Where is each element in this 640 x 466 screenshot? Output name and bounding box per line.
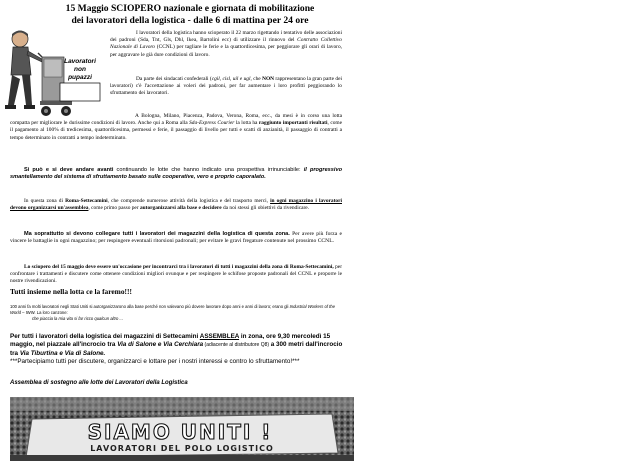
- worker-label: [62, 58, 98, 82]
- p5-s3: , che comprende numerose attività della logistica e del trasporto merci,: [107, 198, 271, 204]
- paragraph-1: [110, 30, 342, 59]
- paragraph-3: [10, 113, 342, 142]
- title-line-2: dei lavoratori della logistica - dalle 6 di mattina per 24 ore: [71, 14, 309, 26]
- invite-crossing: Via Tiburtina e Via di Salone.: [19, 349, 106, 357]
- assembly-invite: [10, 333, 348, 366]
- paragraph-5: [10, 198, 342, 212]
- p1-s1: I lavoratori della logistica hanno scioperato il 22 marzo rigettando i tentativo delle associazioni dei padroni (Sda, Tnt, Gls, Dhl, Ikea, Bartolini ecc) di utilizzare il rinnovo del: [110, 30, 342, 44]
- footnote-quote: che piaccia la mia vita si far ricco qualcun altro ...: [32, 315, 124, 321]
- invite-s6: a 300 metri dall'incrocio tra: [10, 341, 343, 357]
- p5-s6: autorganizzarsi alla base e decidere: [139, 205, 222, 212]
- invite-assemblea: ASSEMBLEA: [199, 333, 240, 340]
- banner-slogan: SIAMO UNITI !: [87, 420, 273, 444]
- p5-s5: , come primo passo per: [88, 205, 140, 212]
- signature: Assemblea di sostegno alle lotte dei Lavoratori della Logistica: [10, 380, 188, 386]
- p1-s2: Contratto Collettivo Nazionale di Lavoro: [110, 37, 342, 51]
- p7-s2: per confrontare i trattamenti e discutere come ottenere condizioni migliori ovunque e per respingere le schifose proposte padronali del CCNL e proporre le nostre rivendicazioni.: [10, 264, 342, 285]
- slogan: Tutti insieme nella lotta ce la faremo!!!: [10, 287, 132, 296]
- paragraph-4: [10, 167, 342, 181]
- footnote-iww: Industrial Workers of the World: [10, 304, 335, 315]
- p1-s3: (CCNL) per tagliare le ferie e la quattordicesima, per peggiorare gli orari di lavoro, per aggravare le già dure condizioni di lavoro.: [110, 44, 343, 58]
- p7-s1: Lo sciopero del 15 maggio deve essere un'occasione per incontrarci tra i lavoratori di tutti i magazzini della zona di Roma-Settecamini,: [24, 264, 334, 270]
- invite-call: ***Partecipiamo tutti per discutere, organizzarci e lottare per i nostri interessi e contro lo sfruttamento!***: [10, 357, 300, 365]
- p3-s4: raggiunto importanti risultati: [258, 120, 328, 127]
- p5-s1: In questa zona di: [24, 198, 66, 204]
- p6-s1: Ma soprattutto si devono collegare tutti i lavoratori dei magazzini della logistica di questa zona.: [24, 231, 290, 237]
- p4-s3: il progressivo smantellamento del sistema di sfruttamento basato sulle cooperative, vero e proprio caporalato.: [10, 167, 342, 181]
- worker-label-line-2: non pupazzi: [68, 66, 92, 81]
- footnote: [10, 304, 345, 321]
- p4-s2: continuando le lotte che hanno indicato una prospettiva irrinunciabile:: [113, 167, 304, 173]
- p2-s3: , che: [250, 76, 263, 82]
- protest-banner-image: [10, 397, 354, 461]
- paragraph-7: [10, 264, 342, 286]
- p2-s5: rappresentano la gran parte dei lavoratori) c'è l'accettazione ai voleri dei padroni, per far aumentare i loro profitti peggiorando lo sfruttamento dei lavoratori.: [110, 76, 342, 97]
- paragraph-2: [110, 76, 342, 98]
- banner-subtitle: LAVORATORI DEL POLO LOGISTICO: [90, 444, 274, 453]
- p3-s2: Sda-Express Courier: [189, 120, 235, 127]
- p5-s4: in ogni magazzino i lavoratori devono organizzarsi un'assemblea: [10, 198, 342, 212]
- invite-s3: in zona, ore 9,30 mercoledì 15 maggio, nel piazzale all'incrocio tra: [10, 333, 331, 349]
- p3-s1: A Bologna, Milano, Piacenza, Padova, Verona, Roma, ecc., da mesi è in corso una lotta compatta per migliorare le durissime condizioni di lavoro. Anche qui a Roma alla: [10, 113, 342, 127]
- p2-s1: Da parte dei sindacati confederali (: [136, 76, 212, 82]
- p3-s5: , come il pagamento al 100% di tredicesima, quattordicesima, permessi e ferie, il passaggio di livello per tutti e scatti di anzianità, il passaggio di contratti a tempo determinato in contratti a tempo indeterminato.: [10, 120, 342, 141]
- p2-s2: cgil, cisl, uil e ugl: [211, 76, 251, 82]
- invite-location: Via di Salone e Via Cerchiara: [117, 341, 204, 349]
- title-line-1: 15 Maggio SCIOPERO nazionale e giornata di mobilitazione: [65, 3, 315, 14]
- invite-note: (adiacente al distributore Q8): [203, 342, 270, 349]
- p3-s3: la lotta ha: [234, 120, 259, 127]
- p5-s7: da noi stessi gli obiettivi da rivendicare.: [221, 205, 310, 212]
- footnote-text: 100 anni fa molti lavoratori negli Stati Uniti si autorganizzarono alla base perché non valevano più dovere lavorare dopo anni e anni di lavoro; erano gli: [10, 304, 290, 309]
- banner-photo: [10, 397, 354, 461]
- p2-s4: NON: [262, 76, 275, 82]
- p5-s2: Roma-Settecamini: [65, 198, 108, 204]
- p4-s1: Si può e si deve andare avanti: [24, 167, 114, 173]
- invite-s1: Per tutti i lavoratori della logistica dei magazzini di Settecamini: [10, 333, 200, 340]
- page-title: [40, 3, 340, 26]
- p6-s2: Per avere più forza e vincere le battaglie in ogni magazzino; per respingere eventuali ritorsioni padronali; per evitare le gravi fregature contenute nel prossimo CCNL.: [10, 231, 342, 245]
- footnote-end: – IWW. La loro canzone:: [20, 309, 68, 315]
- paragraph-6: [10, 231, 342, 245]
- worker-label-line-1: Lavoratori: [64, 58, 96, 65]
- footnote-line-1: [10, 304, 345, 316]
